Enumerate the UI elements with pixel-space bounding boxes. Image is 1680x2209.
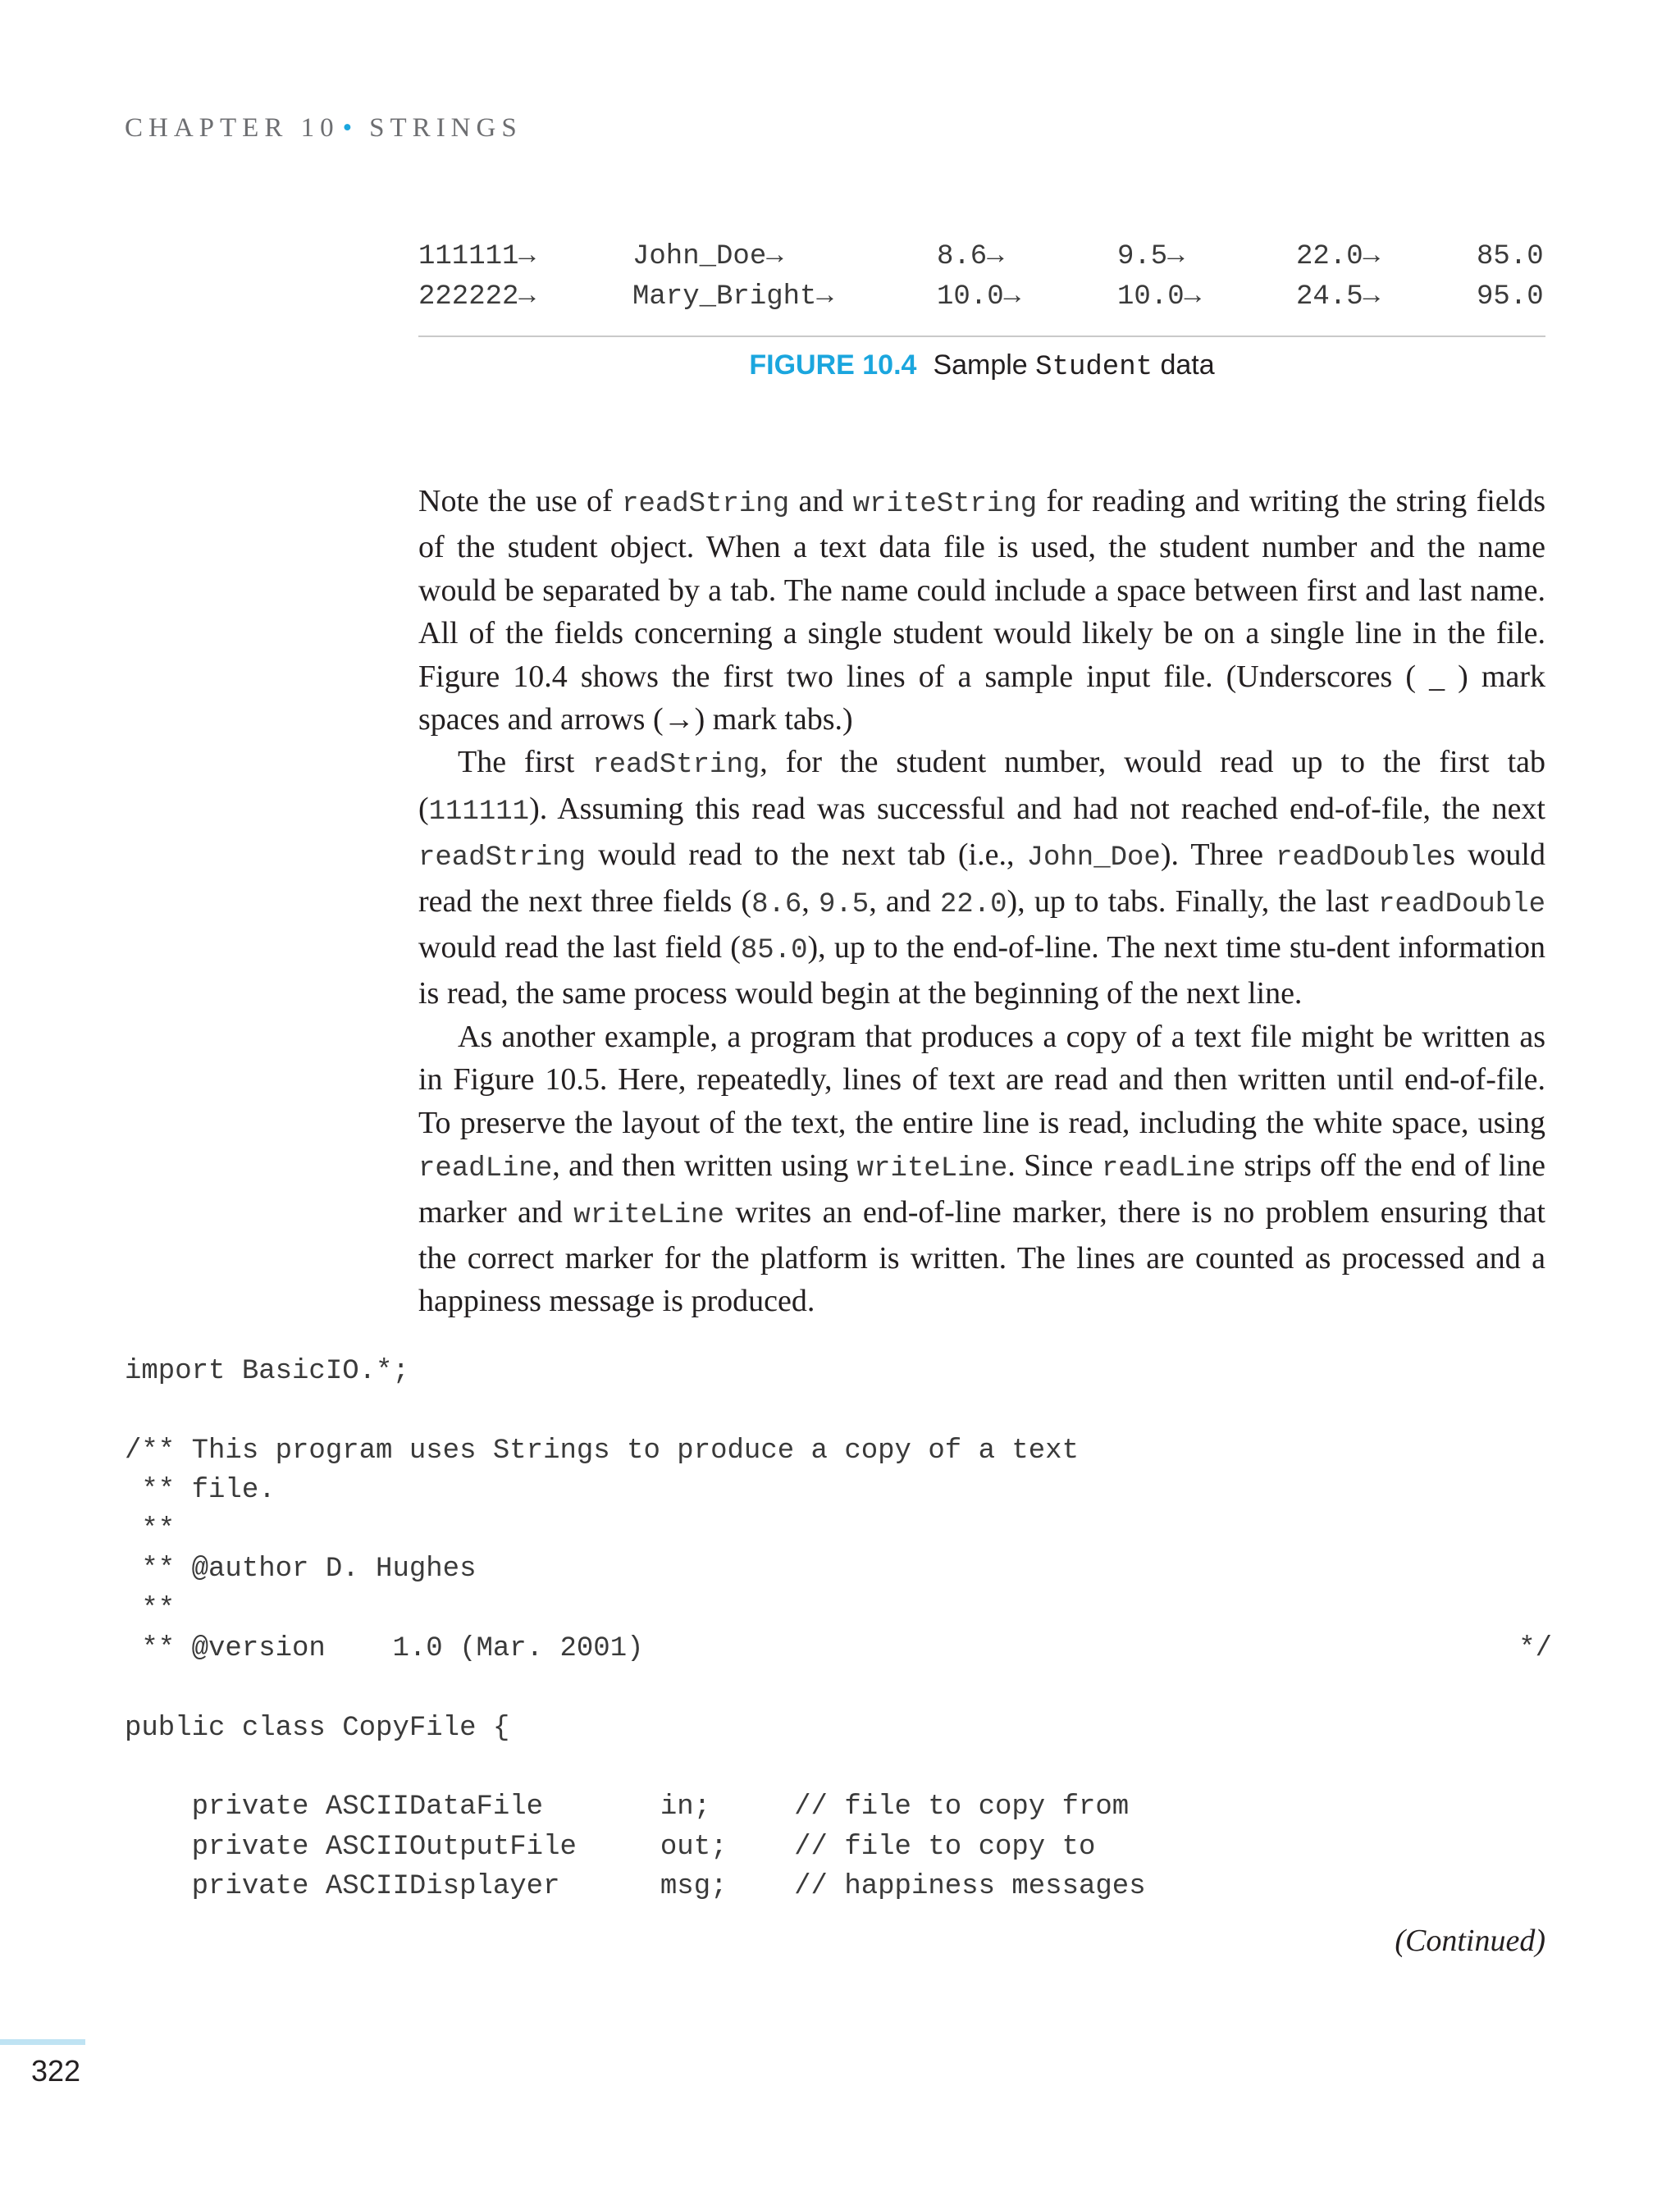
inline-code: 9.5 <box>818 888 870 920</box>
inline-code: readString <box>622 489 790 520</box>
inline-code: readLine <box>1101 1153 1236 1185</box>
figure-cell: 9.5→ <box>1117 241 1185 272</box>
code-line: ** <box>125 1514 176 1546</box>
text-run: , <box>801 883 819 919</box>
inline-code: readString <box>592 750 760 782</box>
page-number: 322 <box>31 2054 81 2088</box>
page-number-bar <box>0 2039 85 2045</box>
text-run: , and <box>869 883 940 919</box>
inline-code: readString <box>418 842 587 874</box>
code-line-text: ** @version 1.0 (Mar. 2001) <box>125 1633 644 1665</box>
code-line-version <box>125 1629 1552 1668</box>
inline-code: writeString <box>852 489 1038 520</box>
figure-cell: 24.5→ <box>1296 281 1381 313</box>
text-run: writes an end-of-line marker, there is no problem ensuring that the correct marker for the platform is written. The lines are counted as processed and a happiness message is produced. <box>418 1194 1545 1319</box>
figure-cell: Mary_Bright→ <box>632 281 833 313</box>
paragraph <box>418 741 1545 1015</box>
code-line <box>125 1668 1552 1708</box>
figure-caption-text: data <box>1153 349 1215 381</box>
running-head <box>125 113 523 144</box>
text-run: and <box>789 484 853 518</box>
paragraph <box>418 480 1545 741</box>
running-head-chapter: CHAPTER 10 <box>125 113 340 143</box>
text-run: ). Three <box>1160 838 1276 873</box>
inline-code: readDouble <box>1276 842 1444 874</box>
figure-cell: 85.0 <box>1477 241 1544 272</box>
paragraph <box>418 1016 1545 1323</box>
text-run: . Since <box>1007 1148 1102 1184</box>
inline-code: 22.0 <box>939 888 1007 920</box>
code-line: ** @author D. Hughes <box>125 1554 477 1586</box>
inline-code: readLine <box>418 1153 553 1185</box>
text-run: ), up to tabs. Finally, the last <box>1007 883 1378 919</box>
figure-caption-code: Student <box>1035 352 1153 383</box>
figure-caption-text: Sample <box>933 349 1036 381</box>
running-head-bullet: • <box>342 113 358 143</box>
comment-close: */ <box>1518 1633 1552 1665</box>
text-run: The first <box>458 745 593 780</box>
running-head-title: STRINGS <box>369 113 523 143</box>
figure-row <box>418 277 1545 317</box>
figure-caption <box>418 349 1545 383</box>
code-line: private ASCIIOutputFile out; // file to copy to <box>125 1831 1096 1863</box>
text-run: would read the last field ( <box>418 930 741 965</box>
figure-cell: 95.0 <box>1477 281 1544 313</box>
code-line: public class CopyFile { <box>125 1712 510 1744</box>
code-line: /** This program uses Strings to produce a copy of a text <box>125 1435 1079 1467</box>
inline-code: writeLine <box>856 1153 1008 1185</box>
code-line: ** file. <box>125 1474 276 1506</box>
inline-code: 85.0 <box>740 935 808 967</box>
text-run: strips off the end of line marker and <box>418 1148 1545 1230</box>
code-line <box>125 1391 1552 1431</box>
text-run: Note the use of <box>418 484 623 518</box>
figure-cell: 22.0→ <box>1296 241 1381 272</box>
code-line: private ASCIIDisplayer msg; // happiness messages <box>125 1870 1146 1902</box>
inline-code: John_Doe <box>1026 842 1161 874</box>
code-listing <box>125 1352 1552 1906</box>
figure-cell: 222222→ <box>418 281 536 313</box>
figure-divider <box>418 335 1545 337</box>
figure-row <box>418 237 1545 277</box>
figure-cell: 111111→ <box>418 241 536 272</box>
figure-data-table <box>418 237 1545 317</box>
figure-cell: 10.0→ <box>937 281 1021 313</box>
body-text <box>418 480 1545 1323</box>
inline-code: readDouble <box>1377 888 1546 920</box>
code-line: private ASCIIDataFile in; // file to copy from <box>125 1791 1130 1823</box>
figure-caption-label: FIGURE 10.4 <box>749 349 917 381</box>
text-run: ), up to the end-of-line. The next time stu-dent information is read, the same process would begin at the beginning of the next line. <box>418 930 1545 1011</box>
code-line <box>125 1748 1552 1787</box>
text-run: , and then written using <box>552 1148 857 1184</box>
figure-cell: John_Doe→ <box>632 241 783 272</box>
inline-code: 8.6 <box>751 888 802 920</box>
inline-code: writeLine <box>573 1199 724 1231</box>
text-run: As another example, a program that produces a copy of a text file might be written as in Figure 10.5. Here, repeatedly, lines of text are read and then written until end-of-file. To preserve the layout of the text, the entire line is read, including the white space, using <box>418 1019 1545 1140</box>
text-run: would read to the next tab (i.e., <box>586 838 1027 873</box>
continued-note: (Continued) <box>1395 1924 1545 1958</box>
text-run: ). Assuming this read was successful and had not reached end-of-file, the next <box>529 791 1545 826</box>
inline-code: 111111 <box>428 796 530 828</box>
text-run: s would read the next three fields ( <box>418 838 1545 919</box>
text-run: for reading and writing the string fields of the student object. When a text data file is used, the student number and the name would be separated by a tab. The name could include a space between first and last name. All of the fields concerning a single student would likely be on a single line in the file. Figure 10.4 shows the first two lines of a sample input file. (Underscores ( _ ) mark spaces and arrows (→) mark tabs.) <box>418 484 1545 737</box>
figure-cell: 10.0→ <box>1117 281 1202 313</box>
text-run: , for the student number, would read up to the first tab ( <box>418 745 1545 826</box>
code-line: ** <box>125 1593 176 1625</box>
code-line: import BasicIO.*; <box>125 1356 409 1387</box>
figure-cell: 8.6→ <box>937 241 1004 272</box>
